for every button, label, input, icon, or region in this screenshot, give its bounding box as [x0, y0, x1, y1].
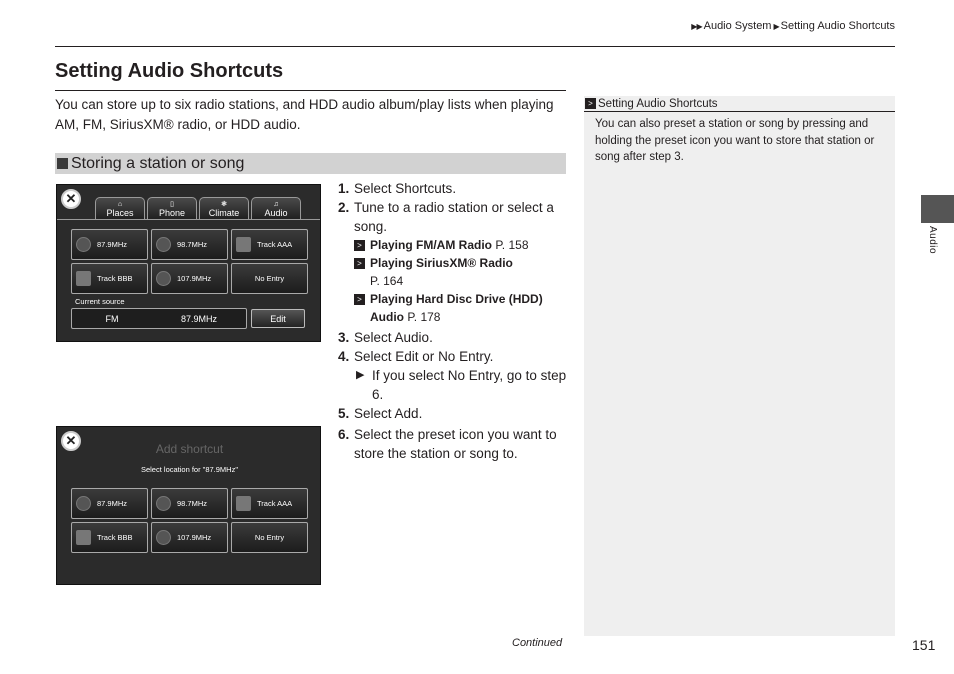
tab-audio: ♫ Audio — [251, 197, 301, 219]
preset-grid — [71, 488, 308, 553]
header-rule — [55, 46, 895, 47]
step-5: 5. Select Add. — [338, 406, 423, 421]
reference-arrow-icon: > — [354, 258, 365, 269]
arrow-icon: ▶ — [773, 21, 779, 31]
ui-term: Add — [394, 406, 419, 421]
radio-icon — [76, 496, 91, 511]
radio-icon — [156, 496, 171, 511]
current-source-name: FM — [105, 313, 119, 324]
preset-cell: No Entry — [231, 522, 308, 553]
reference-arrow-icon: > — [585, 98, 596, 109]
current-source-freq: 87.9MHz — [180, 313, 217, 324]
chapter-label: Audio — [927, 226, 938, 255]
step-1: 1. Select Shortcuts. — [338, 181, 457, 196]
reference-arrow-icon: > — [354, 240, 365, 251]
close-icon: ✕ — [61, 431, 81, 451]
radio-icon — [156, 530, 171, 545]
ui-term: Shortcuts — [395, 181, 453, 196]
ui-term: No Entry — [447, 368, 500, 383]
disc-icon — [236, 496, 251, 511]
disc-icon — [76, 271, 91, 286]
radio-icon — [156, 237, 171, 252]
section-heading-text: Storing a station or song — [71, 154, 245, 172]
tab-climate: ❃ Climate — [199, 197, 249, 219]
close-icon: ✕ — [61, 189, 81, 209]
sidebar-note — [584, 96, 895, 636]
breadcrumb-item[interactable]: Audio System — [703, 20, 772, 32]
sidebar-heading: > Setting Audio Shortcuts — [584, 96, 895, 112]
chapter-tab — [921, 195, 954, 223]
add-shortcut-screen-image — [56, 426, 321, 585]
current-source-bar — [71, 308, 247, 329]
cross-reference[interactable]: > Playing SiriusXM® Radio P. 164 — [338, 254, 568, 290]
preset-cell: Track BBB — [71, 522, 148, 553]
screen-tabs — [95, 197, 301, 219]
cross-reference[interactable]: > Playing Hard Disc Drive (HDD) Audio P. 178 — [338, 290, 568, 326]
preset-grid — [71, 229, 308, 294]
step-2: 2. Tune to a radio station or select a song. — [338, 200, 554, 234]
tab-divider — [57, 219, 321, 220]
continued-note: Continued — [512, 637, 563, 649]
phone-icon: ▯ — [170, 201, 174, 208]
music-note-icon: ♫ — [273, 201, 279, 208]
shortcuts-screen-image — [56, 184, 321, 342]
add-shortcut-subtitle: Select location for "87.9MHz" — [140, 465, 239, 474]
tab-places: ⌂ Places — [95, 197, 145, 219]
page-number: 151 — [912, 637, 936, 653]
preset-cell: No Entry — [231, 263, 308, 294]
preset-cell: Track AAA — [231, 488, 308, 519]
tab-phone: ▯ Phone — [147, 197, 197, 219]
disc-icon — [76, 530, 91, 545]
square-bullet-icon — [57, 158, 68, 169]
preset-cell: 98.7MHz — [151, 229, 228, 260]
step-4-substep: ▶ If you select No Entry, go to step 6. — [356, 368, 567, 402]
preset-cell: 107.9MHz — [151, 263, 228, 294]
disc-icon — [236, 237, 251, 252]
breadcrumb-item[interactable]: Setting Audio Shortcuts — [780, 20, 895, 32]
step-6: 6. Select the preset icon you want to store the station or song to. — [338, 427, 557, 461]
page-title: Setting Audio Shortcuts — [55, 60, 284, 82]
preset-cell: 107.9MHz — [151, 522, 228, 553]
cross-reference[interactable]: > Playing FM/AM Radio P. 158 — [338, 236, 568, 254]
edit-button-image: Edit — [251, 309, 305, 328]
preset-cell: 98.7MHz — [151, 488, 228, 519]
ui-term: Edit — [395, 349, 419, 364]
add-shortcut-title: Add shortcut — [155, 442, 224, 456]
preset-cell: 87.9MHz — [71, 488, 148, 519]
steps-list — [338, 179, 568, 463]
fan-icon: ❃ — [221, 201, 227, 208]
intro-paragraph: You can store up to six radio stations, and HDD audio album/play lists when playing AM, FM, SiriusXM® radio, or HDD audio. — [55, 97, 554, 132]
ui-term: No Entry — [438, 349, 490, 364]
double-arrow-icon: ▶▶ — [691, 21, 702, 31]
radio-icon — [76, 237, 91, 252]
preset-cell: 87.9MHz — [71, 229, 148, 260]
current-source-label: Current source — [75, 297, 125, 306]
step-4: 4. Select Edit or No Entry. — [338, 349, 494, 364]
breadcrumb — [691, 20, 895, 32]
step-3: 3. Select Audio. — [338, 330, 433, 345]
triangle-icon: ▶ — [356, 369, 365, 381]
radio-icon — [156, 271, 171, 286]
sidebar-body: You can also preset a station or song by pressing and holding the preset icon you want to store that station or song after step 3. — [595, 118, 875, 163]
preset-cell: Track BBB — [71, 263, 148, 294]
reference-arrow-icon: > — [354, 294, 365, 305]
home-icon: ⌂ — [117, 201, 123, 208]
preset-cell: Track AAA — [231, 229, 308, 260]
section-heading — [55, 153, 566, 174]
ui-term: Audio — [394, 330, 430, 345]
title-rule — [55, 90, 566, 91]
